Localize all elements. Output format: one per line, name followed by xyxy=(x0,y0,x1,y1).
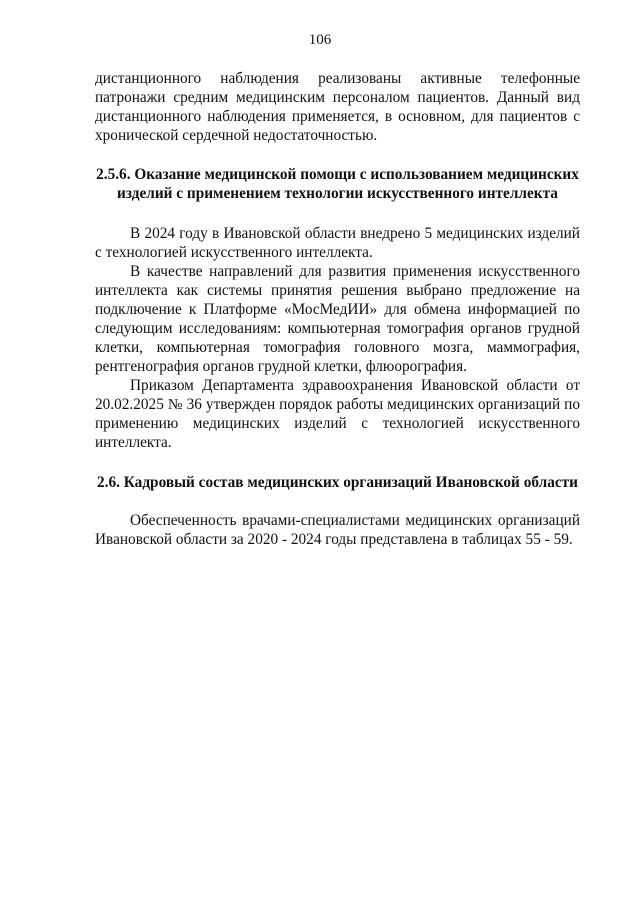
document-body xyxy=(95,69,580,549)
section-2-5-6-heading-line2: изделий с применением технологии искусственного интеллекта xyxy=(117,185,558,202)
section-2-5-6-heading-line1: 2.5.6. Оказание медицинской помощи с использованием медицинских xyxy=(96,166,579,183)
section-2-5-6-paragraph-3: Приказом Департамента здравоохранения Ивановской области от 20.02.2025 № 36 утвержден порядок работы медицинских организаций по применению медицинских изделий с технологией искусственного интеллекта. xyxy=(95,377,580,451)
section-2-6-heading: 2.6. Кадровый состав медицинских организаций Ивановской области xyxy=(97,474,578,491)
section-2-5-6-paragraph-1: В 2024 году в Ивановской области внедрено 5 медицинских изделий с технологией искусственного интеллекта. xyxy=(95,225,580,261)
section-2-5-6-heading xyxy=(95,165,580,203)
section-2-5-6-paragraph-2: В качестве направлений для развития применения искусственного интеллекта как системы принятия решения выбрано предложение на подключение к Платформе «МосМедИИ» для обмена информацией по следующим исследованиям: компьютерная томография органов грудной клетки, компьютерная томография головного мозга, маммография, рентгенография органов грудной клетки, флюорография. xyxy=(95,263,580,375)
intro-paragraph: дистанционного наблюдения реализованы активные телефонные патронажи средним медицинским персоналом пациентов. Данный вид дистанционного наблюдения применяется, в основном, для пациентов с хронической сердечной недостаточностью. xyxy=(95,70,580,144)
page-number: 106 xyxy=(308,32,332,48)
section-2-6-paragraph-1: Обеспеченность врачами-специалистами медицинских организаций Ивановской области за 2020 - 2024 годы представлена в таблицах 55 - 59. xyxy=(95,512,580,548)
